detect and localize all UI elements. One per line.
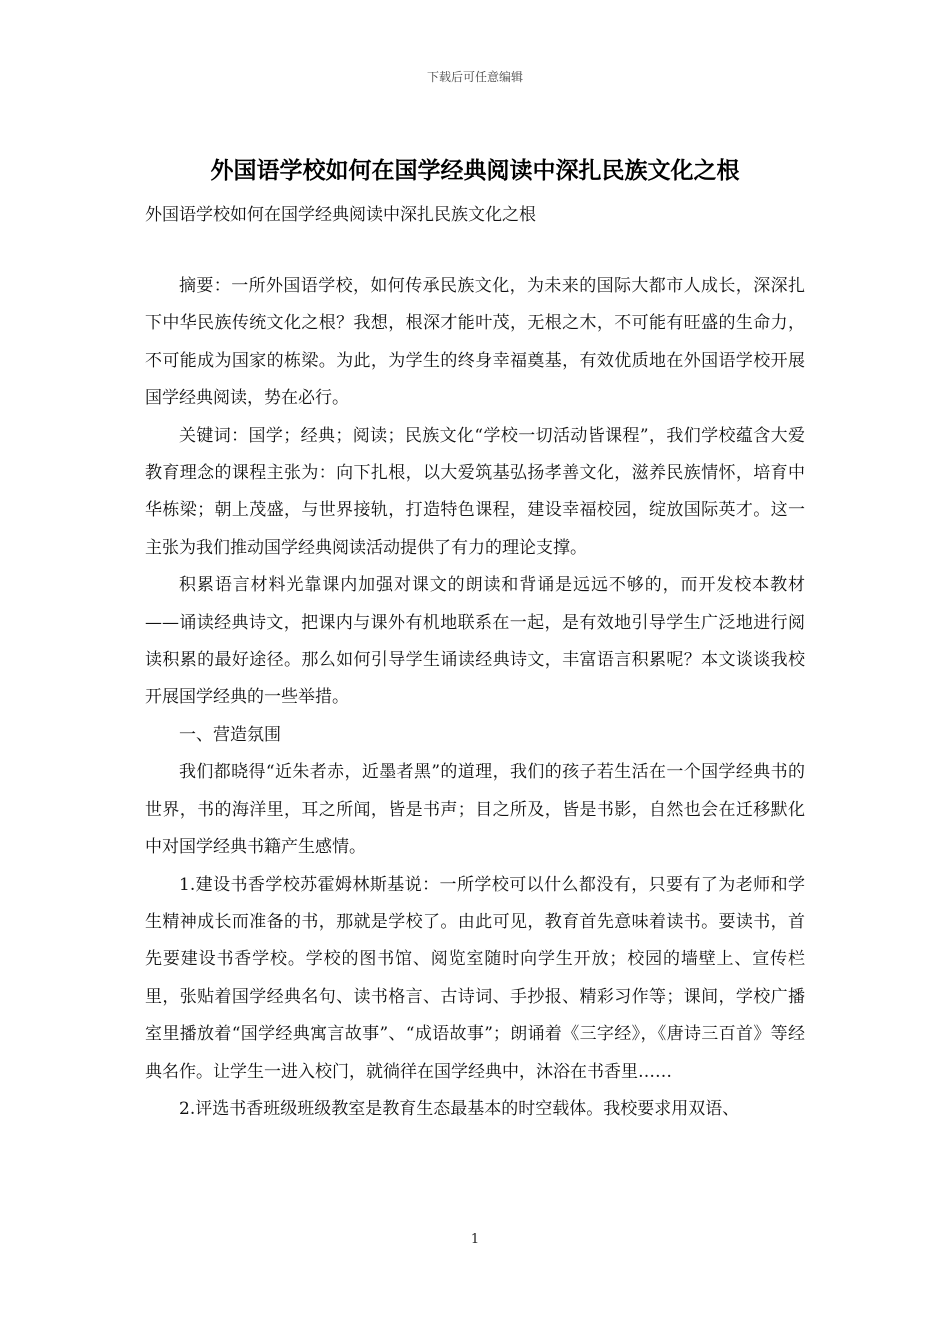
document-title: 外国语学校如何在国学经典阅读中深扎民族文化之根 — [210, 158, 740, 184]
paragraph-abstract: 摘要：一所外国语学校，如何传承民族文化，为未来的国际大都市人成长，深深扎下中华民族传统文化之根？我想，根深才能叶茂，无根之木，不可能有旺盛的生命力，不可能成为国家的栋梁。为此，为学生的终身幸福奠基，有效优质地在外国语学校开展国学经典阅读，势在必行。 — [145, 276, 805, 409]
page-header-note: 下载后可任意编辑 — [426, 70, 523, 84]
paragraph-accumulation: 积累语言材料光靠课内加强对课文的朗读和背诵是远远不够的，而开发校本教材——诵读经典诗文，把课内与课外有机地联系在一起，是有效地引导学生广泛地进行阅读积累的最好途径。那么如何引导学生诵读经典诗文，丰富语言积累呢？本文谈谈我校开展国学经典的一些举措。 — [145, 575, 805, 708]
document-body — [145, 268, 805, 1128]
document-subtitle: 外国语学校如何在国学经典阅读中深扎民族文化之根 — [145, 205, 536, 225]
paragraph-keywords: 关键词：国学；经典；阅读；民族文化“学校一切活动皆课程”，我们学校蕴含大爱教育理念的课程主张为：向下扎根，以大爱筑基弘扬孝善文化，滋养民族情怀，培育中华栋梁；朝上茂盛，与世界接轨，打造特色课程，建设幸福校园，绽放国际英才。这一主张为我们推动国学经典阅读活动提供了有力的理论支撑。 — [145, 425, 805, 558]
paragraph-atmosphere: 我们都晓得“近朱者赤，近墨者黑”的道理，我们的孩子若生活在一个国学经典书的世界，书的海洋里，耳之所闻，皆是书声；目之所及，皆是书影，自然也会在迁移默化中对国学经典书籍产生感情。 — [145, 762, 805, 858]
page-number: 1 — [470, 1232, 480, 1247]
paragraph-scholarly-school: 1.建设书香学校苏霍姆林斯基说：一所学校可以什么都没有，只要有了为老师和学生精神成长而准备的书，那就是学校了。由此可见，教育首先意味着读书。要读书，首先要建设书香学校。学校的图书馆、阅览室随时向学生开放；校园的墙壁上、宣传栏里，张贴着国学经典名句、读书格言、古诗词、手抄报、精彩习作等；课间，学校广播室里播放着“国学经典寓言故事”、“成语故事”；朗诵着《三字经》，《唐诗三百首》等经典名作。让学生一进入校门，就徜徉在国学经典中，沐浴在书香里…… — [145, 874, 805, 1082]
paragraph-scholarly-class: 2.评选书香班级班级教室是教育生态最基本的时空载体。我校要求用双语、 — [179, 1098, 740, 1119]
section-heading: 一、营造氛围 — [179, 724, 281, 745]
